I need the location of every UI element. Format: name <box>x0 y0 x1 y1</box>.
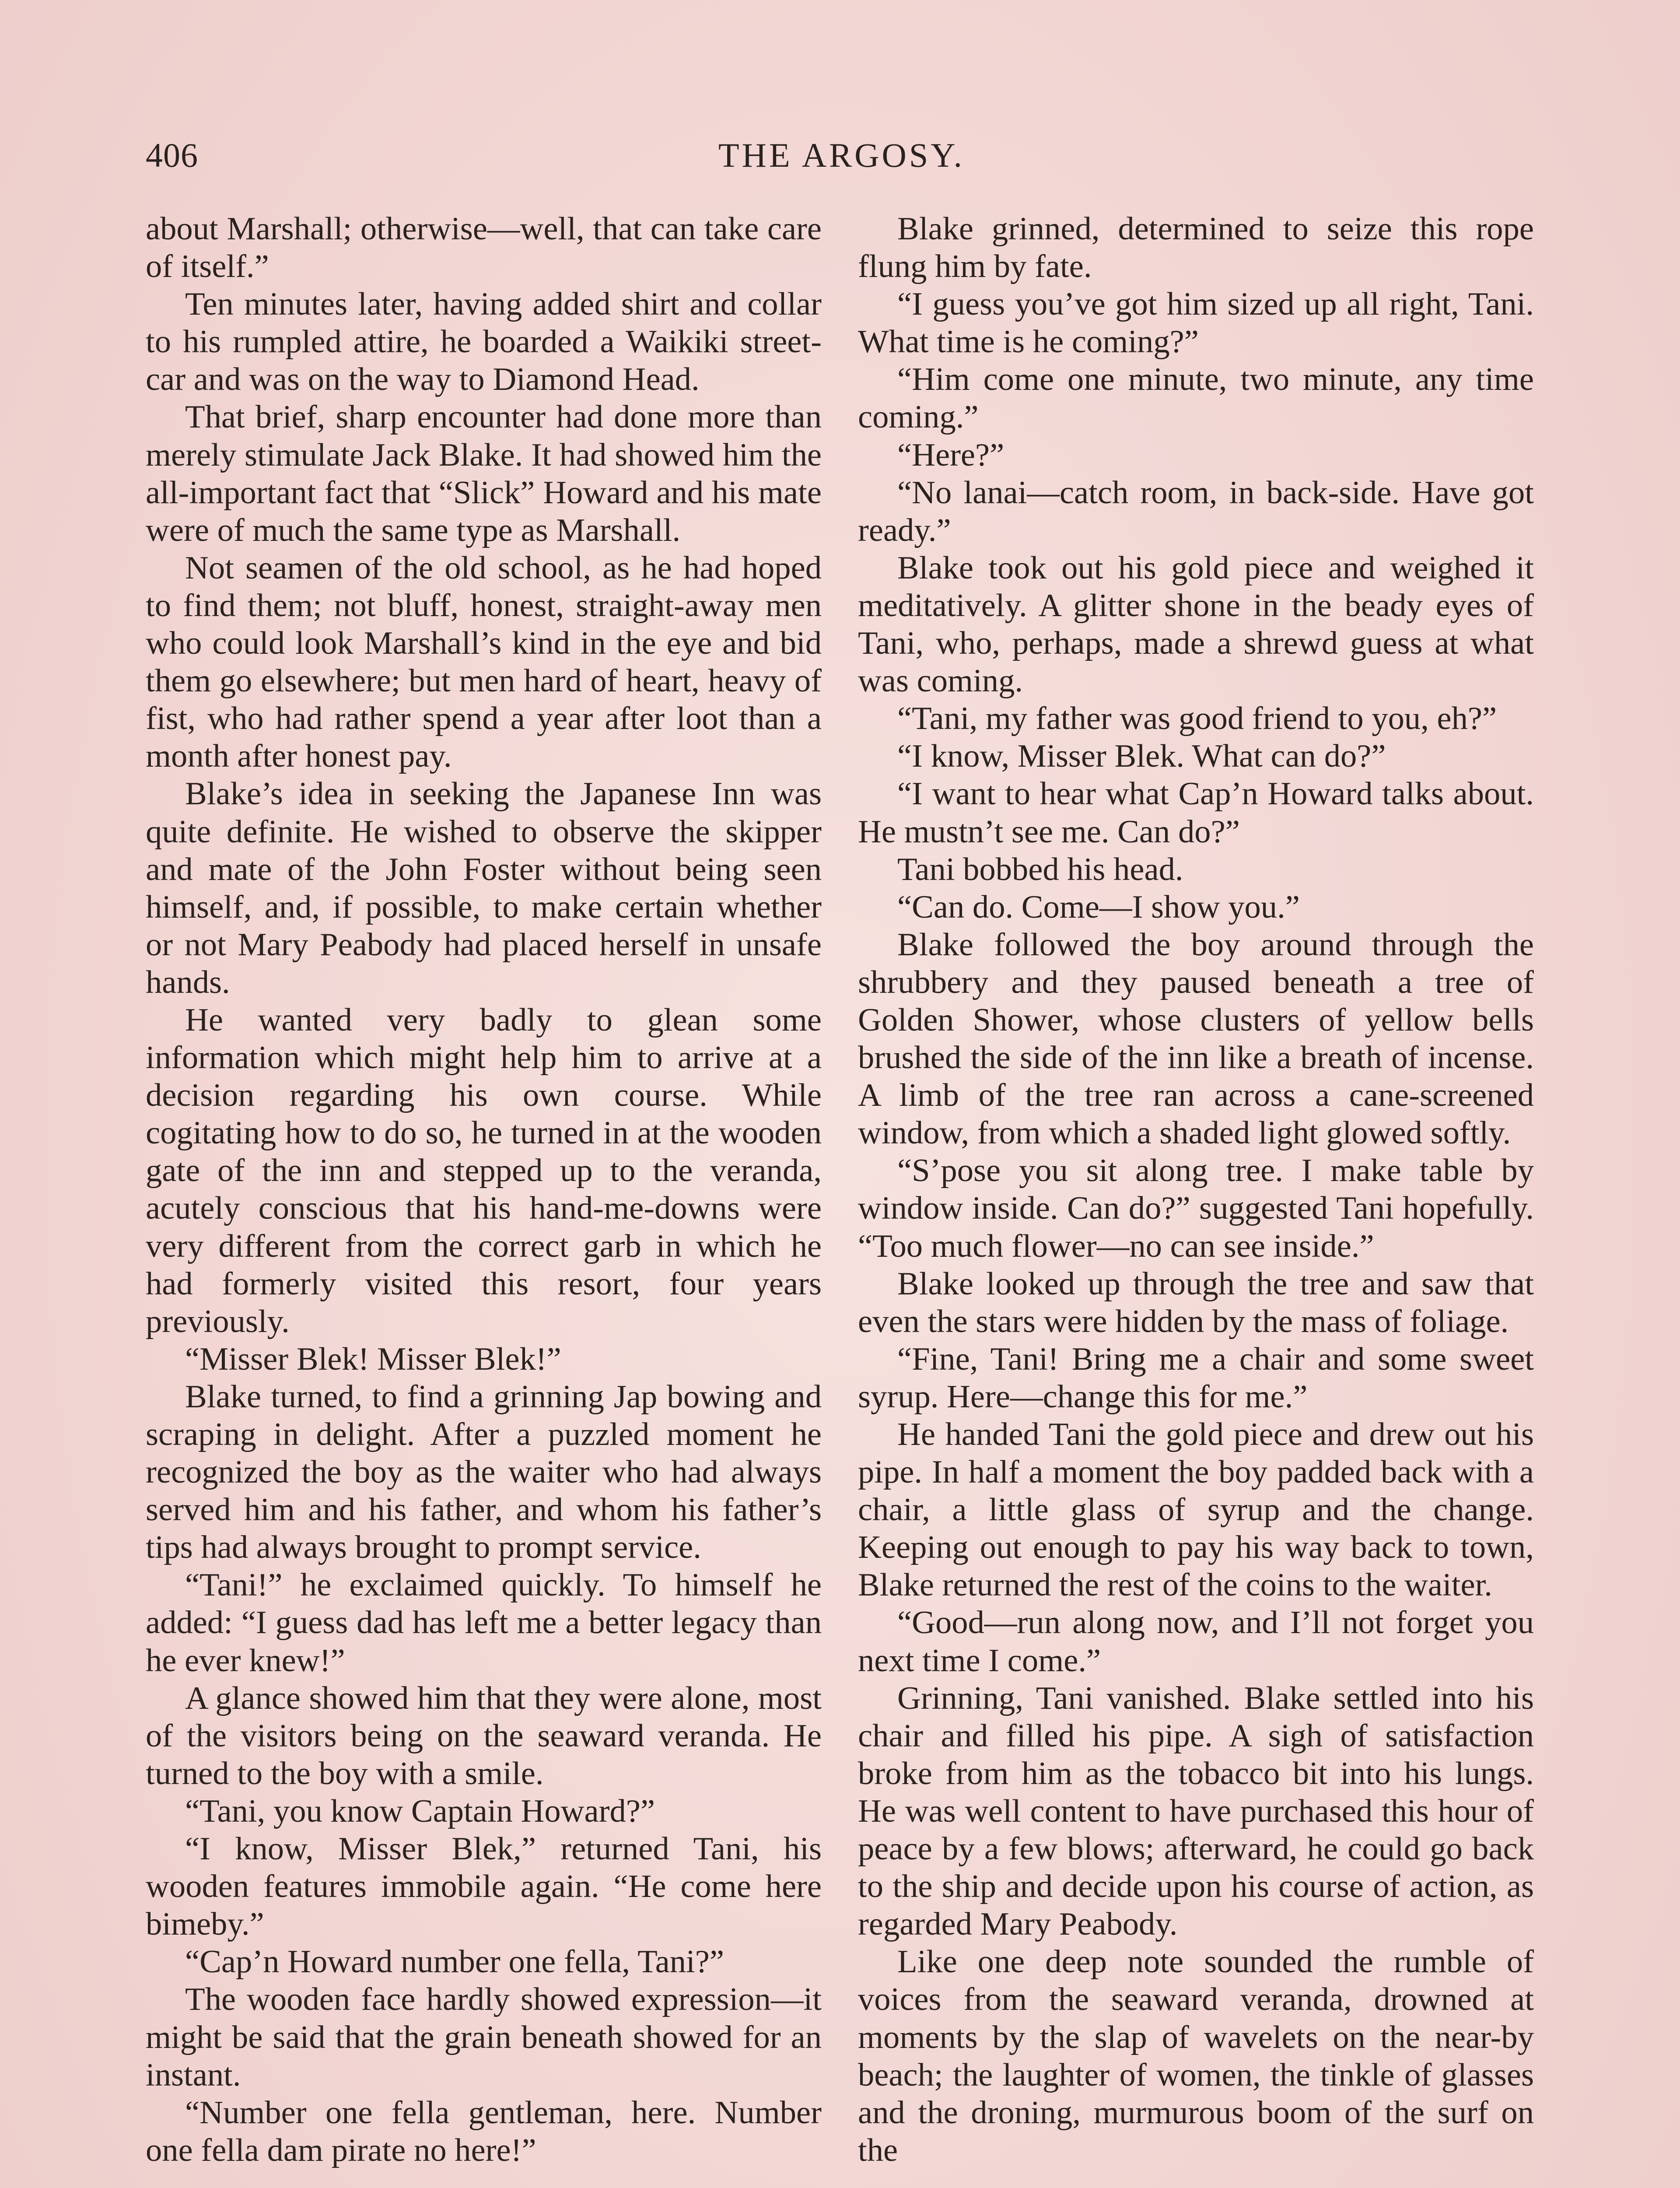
paragraph: “I know, Misser Blek,” returned Tani, his wooden features immobile again. “He come here bimeby.” <box>146 1831 822 1943</box>
paragraph: Blake followed the boy around through the shrubbery and they paused beneath a tree of Golden Shower, whose clusters of yellow bells brushed the side of the inn like a breath of incense. A limb of the tree ran across a cane-screened window, from which a shaded light glowed softly. <box>858 926 1534 1151</box>
right-text-column <box>858 210 1534 2169</box>
paragraph: Tani bobbed his head. <box>897 851 1183 887</box>
paragraph: “Tani, my father was good friend to you, eh?” <box>897 701 1497 737</box>
paragraph: Blake turned, to find a grinning Jap bowing and scraping in delight. After a puzzled moment he recognized the boy as the waiter who had always served him and his father, and whom his father’s tips had always brought to prompt service. <box>146 1378 822 1566</box>
running-title: THE ARGOSY. <box>718 136 965 174</box>
paragraph: Blake looked up through the tree and saw that even the stars were hidden by the mass of foliage. <box>858 1266 1534 1339</box>
paragraph: Not seamen of the old school, as he had hoped to find them; not bluff, honest, straight-away men who could look Marshall’s kind in the eye and bid them go elsewhere; but men hard of heart, heavy of fist, who had rather spend a year after loot than a month after honest pay. <box>146 550 822 775</box>
left-text-column <box>146 210 822 2169</box>
paragraph: “Tani, you know Captain Howard?” <box>185 1793 655 1829</box>
paragraph: A glance showed him that they were alone, most of the visitors being on the seaward veranda. He turned to the boy with a smile. <box>146 1680 822 1792</box>
paragraph: He handed Tani the gold piece and drew out his pipe. In half a moment the boy padded back with a chair, a little glass of syrup and the change. Keeping out enough to pay his way back to town, Blake returned the rest of the coins to the waiter. <box>858 1417 1534 1603</box>
paragraph: “Tani!” he exclaimed quickly. To himself he added: “I guess dad has left me a better legacy than he ever knew!” <box>146 1567 822 1679</box>
paragraph: “Misser Blek! Misser Blek!” <box>185 1341 561 1377</box>
paragraph: “Fine, Tani! Bring me a chair and some sweet syrup. Here—change this for me.” <box>858 1341 1534 1415</box>
paragraph: “I know, Misser Blek. What can do?” <box>897 738 1386 775</box>
paragraph: That brief, sharp encounter had done more than merely stimulate Jack Blake. It had showed him the all-important fact that “Slick” Howard and his mate were of much the same type as Marshall. <box>146 399 822 548</box>
paragraph: The wooden face hardly showed expression—it might be said that the grain beneath showed for an instant. <box>146 1981 822 2093</box>
paragraph: “Him come one minute, two minute, any time coming.” <box>858 361 1534 435</box>
paragraph: “Number one fella gentleman, here. Number one fella dam pirate no here!” <box>146 2094 822 2168</box>
paragraph: Grinning, Tani vanished. Blake settled into his chair and filled his pipe. A sigh of satisfaction broke from him as the tobacco bit into his lungs. He was well content to have purchased this hour of peace by a few blows; afterward, he could go back to the ship and decide upon his course of action, as regarded Mary Peabody. <box>858 1680 1534 1943</box>
paragraph: “No lanai—catch room, in back-side. Have got ready.” <box>858 474 1534 548</box>
paragraph: about Marshall; otherwise—well, that can take care of itself.” <box>146 211 822 285</box>
paragraph: “Can do. Come—I show you.” <box>897 889 1300 925</box>
page-number: 406 <box>146 136 198 174</box>
paragraph: Like one deep note sounded the rumble of voices from the seaward veranda, drowned at moments by the slap of wavelets on the near-by beach; the laughter of women, the tinkle of glasses and the droning, murmurous boom of the surf on the <box>858 1944 1534 2168</box>
paragraph: “I want to hear what Cap’n Howard talks about. He mustn’t see me. Can do?” <box>858 776 1534 850</box>
paragraph: “Good—run along now, and I’ll not forget you next time I come.” <box>858 1605 1534 1679</box>
paragraph: “I guess you’ve got him sized up all right, Tani. What time is he coming?” <box>858 286 1534 360</box>
paragraph: Blake grinned, determined to seize this rope flung him by fate. <box>858 211 1534 285</box>
paragraph: Ten minutes later, having added shirt and collar to his rumpled attire, he boarded a Waikiki street-car and was on the way to Diamond Head. <box>146 286 822 398</box>
page-header <box>146 131 1537 179</box>
paragraph: Blake took out his gold piece and weighed it meditatively. A glitter shone in the beady eyes of Tani, who, perhaps, made a shrewd guess at what was coming. <box>858 550 1534 699</box>
paragraph: Blake’s idea in seeking the Japanese Inn was quite definite. He wished to observe the skipper and mate of the John Foster without being seen himself, and, if possible, to make certain whether or not Mary Peabody had placed herself in unsafe hands. <box>146 776 822 1000</box>
paragraph: “Cap’n Howard number one fella, Tani?” <box>185 1944 724 1980</box>
paragraph: “Here?” <box>897 437 1004 473</box>
paragraph: He wanted very badly to glean some information which might help him to arrive at a decision regarding his own course. While cogitating how to do so, he turned in at the wooden gate of the inn and stepped up to the veranda, acutely conscious that his hand-me-downs were very different from the correct garb in which he had formerly visited this resort, four years previously. <box>146 1002 822 1339</box>
paragraph: “S’pose you sit along tree. I make table by window inside. Can do?” suggested Tani hopefully. “Too much flower—no can see inside.” <box>858 1153 1534 1264</box>
